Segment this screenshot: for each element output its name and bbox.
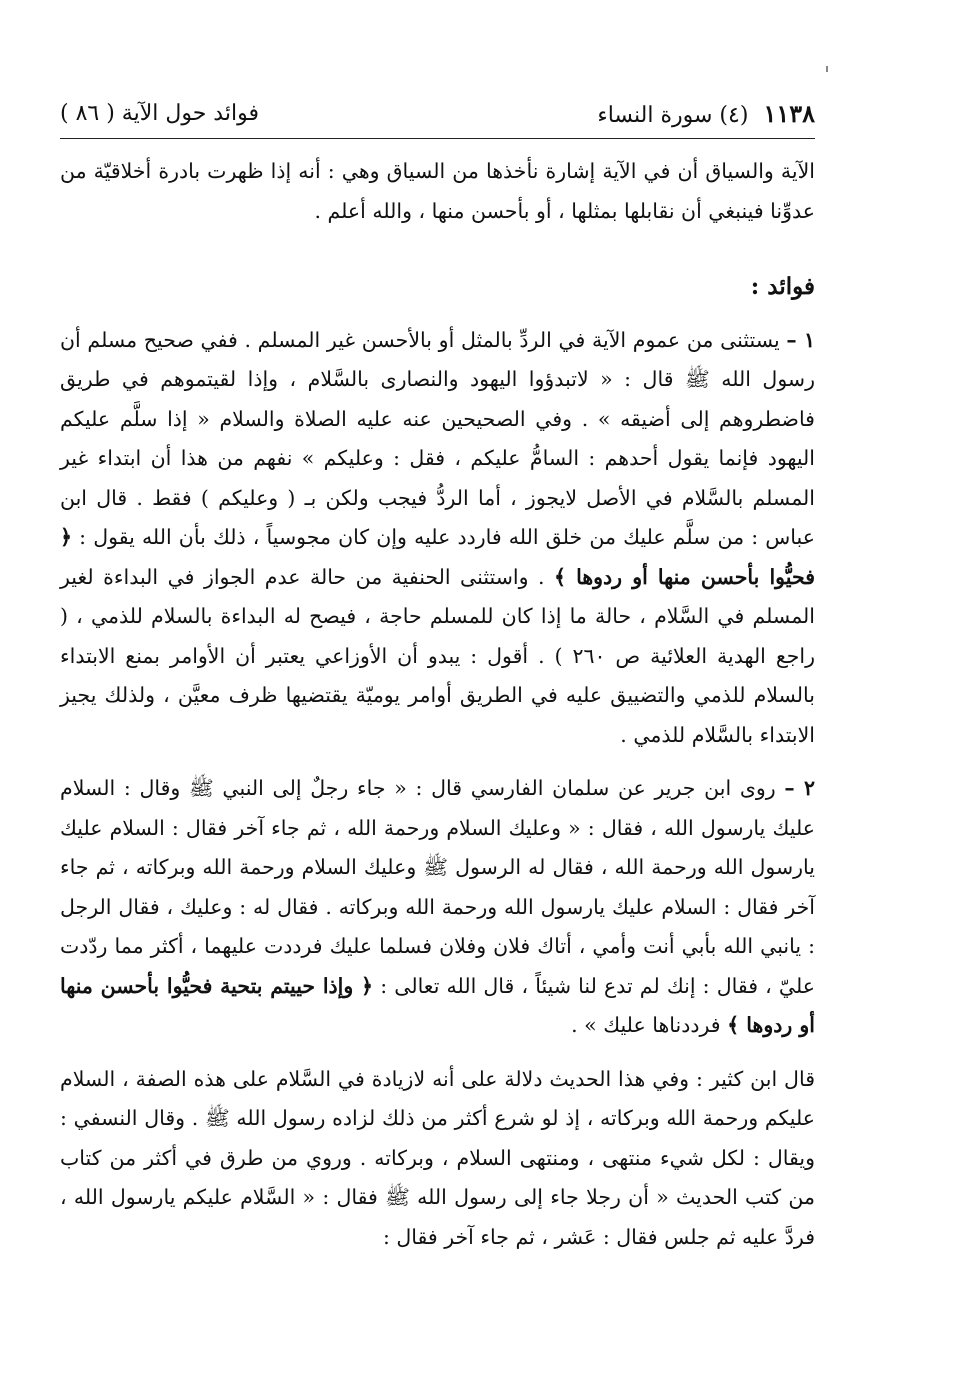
surah-title: (٤) سورة النساء: [597, 102, 749, 128]
point-text: فرددناها عليك » .: [571, 1013, 721, 1037]
closing-paragraph: قال ابن كثير : وفي هذا الحديث دلالة على أنه لازيادة في السَّلام على هذه الصفة ، السلام عليكم ورحمة الله وبركاته ، إذ لو شرع أكثر من ذلك لزاده رسول الله ﷺ . وقال النسفي : ويقال : لكل شيء منتهى ، ومنتهى السلام ، وبركاته . وروي من طرق في أكثر من كتاب من كتب الحديث « أن رجلا جاء إلى رسول الله ﷺ فقال : « السَّلام عليكم يارسول الله ، فردَّ عليه ثم جلس فقال : عَشر ، ثم جاء آخر فقال :: [60, 1066, 815, 1249]
point-number: ٢ –: [784, 776, 815, 800]
point-paragraph-2: [60, 769, 815, 1046]
header-topic: فوائد حول الآية ( ٨٦ ): [60, 100, 259, 126]
page-header: [60, 96, 815, 130]
scan-mark: [826, 66, 828, 72]
point-number: ١ –: [786, 327, 815, 352]
point-text: . واستثنى الحنفية من حالة عدم الجواز في البداءة لغير المسلم في السَّلام ، حالة ما إذا كان للمسلم حاجة ، فيصح له البداءة بالسلام للذمي ، ( راجع الهدية العلائية ص ٢٦٠ ) . أقول : يبدو أن الأوزاعي يعتبر أن الأوامر بمنع الابتداء بالسلام للذمي والتضييق عليه في الطريق أوامر يوميّة يقتضيها ظرف معيَّن ، ولذلك يجيز الابتداء بالسَّلام للذمي .: [60, 564, 815, 747]
header-right: [597, 99, 815, 128]
quran-verse: ﴿ وإذا حييتم بتحية فحيُّوا بأحسن منها أو ردوها ﴾: [60, 973, 815, 1037]
quran-verse: ﴿ فحيُّوا بأحسن منها أو ردوها ﴾: [60, 525, 815, 589]
page-body: [60, 152, 815, 1257]
point-text: يستثنى من عموم الآية في الردِّ بالمثل أو بالأحسن غير المسلم . ففي صحيح مسلم أن رسول الله ﷺ قال : « لاتبدؤوا اليهود والنصارى بالسَّلام ، وإذا لقيتموهم في طريق فاضطروهم إلى أضيقه » . وفي الصحيحين عنه عليه الصلاة والسلام « إذا سلَّم عليكم اليهود فإنما يقول أحدهم : السامُّ عليكم ، فقل : وعليكم » نفهم من هذا أن ابتداء غير المسلم بالسَّلام في الأصل لايجوز ، أما الردُّ فيجب ولكن بـ ( وعليكم ) فقط . قال ابن عباس : من سلَّم عليك من خلق الله فاردد عليه وإن كان مجوسياً ، ذلك بأن الله يقول :: [60, 327, 815, 549]
section-title: فوائد :: [750, 273, 815, 300]
header-divider: [60, 138, 815, 139]
intro-paragraph: الآية والسياق أن في الآية إشارة نأخذها من السياق وهي : أنه إذا ظهرت بادرة أخلاقيّة من عدوِّنا فينبغي أن نقابلها بمثلها ، أو بأحسن منها ، والله أعلم .: [60, 159, 815, 223]
page-number: ١١٣٨: [763, 98, 815, 128]
point-paragraph-1: [60, 321, 815, 756]
point-text: روى ابن جرير عن سلمان الفارسي قال : « جاء رجلٌ إلى النبي ﷺ وقال : السلام عليك يارسول الله ، فقال : « وعليك السلام ورحمة الله ، ثم جاء آخر فقال : السلام عليك يارسول الله ورحمة الله ، فقال له الرسول ﷺ وعليك السلام ورحمة الله وبركاته ، ثم جاء آخر فقال : السلام عليك يارسول الله ورحمة الله وبركاته . فقال له : وعليك ، فقال الرجل : يانبي الله بأبي أنت وأمي ، أتاك فلان وفلان فسلما عليك فرددت عليهما ، أكثر مما ردّدت عليّ ، فقال : إنك لم تدع لنا شيئاً ، قال الله تعالى :: [60, 776, 815, 998]
